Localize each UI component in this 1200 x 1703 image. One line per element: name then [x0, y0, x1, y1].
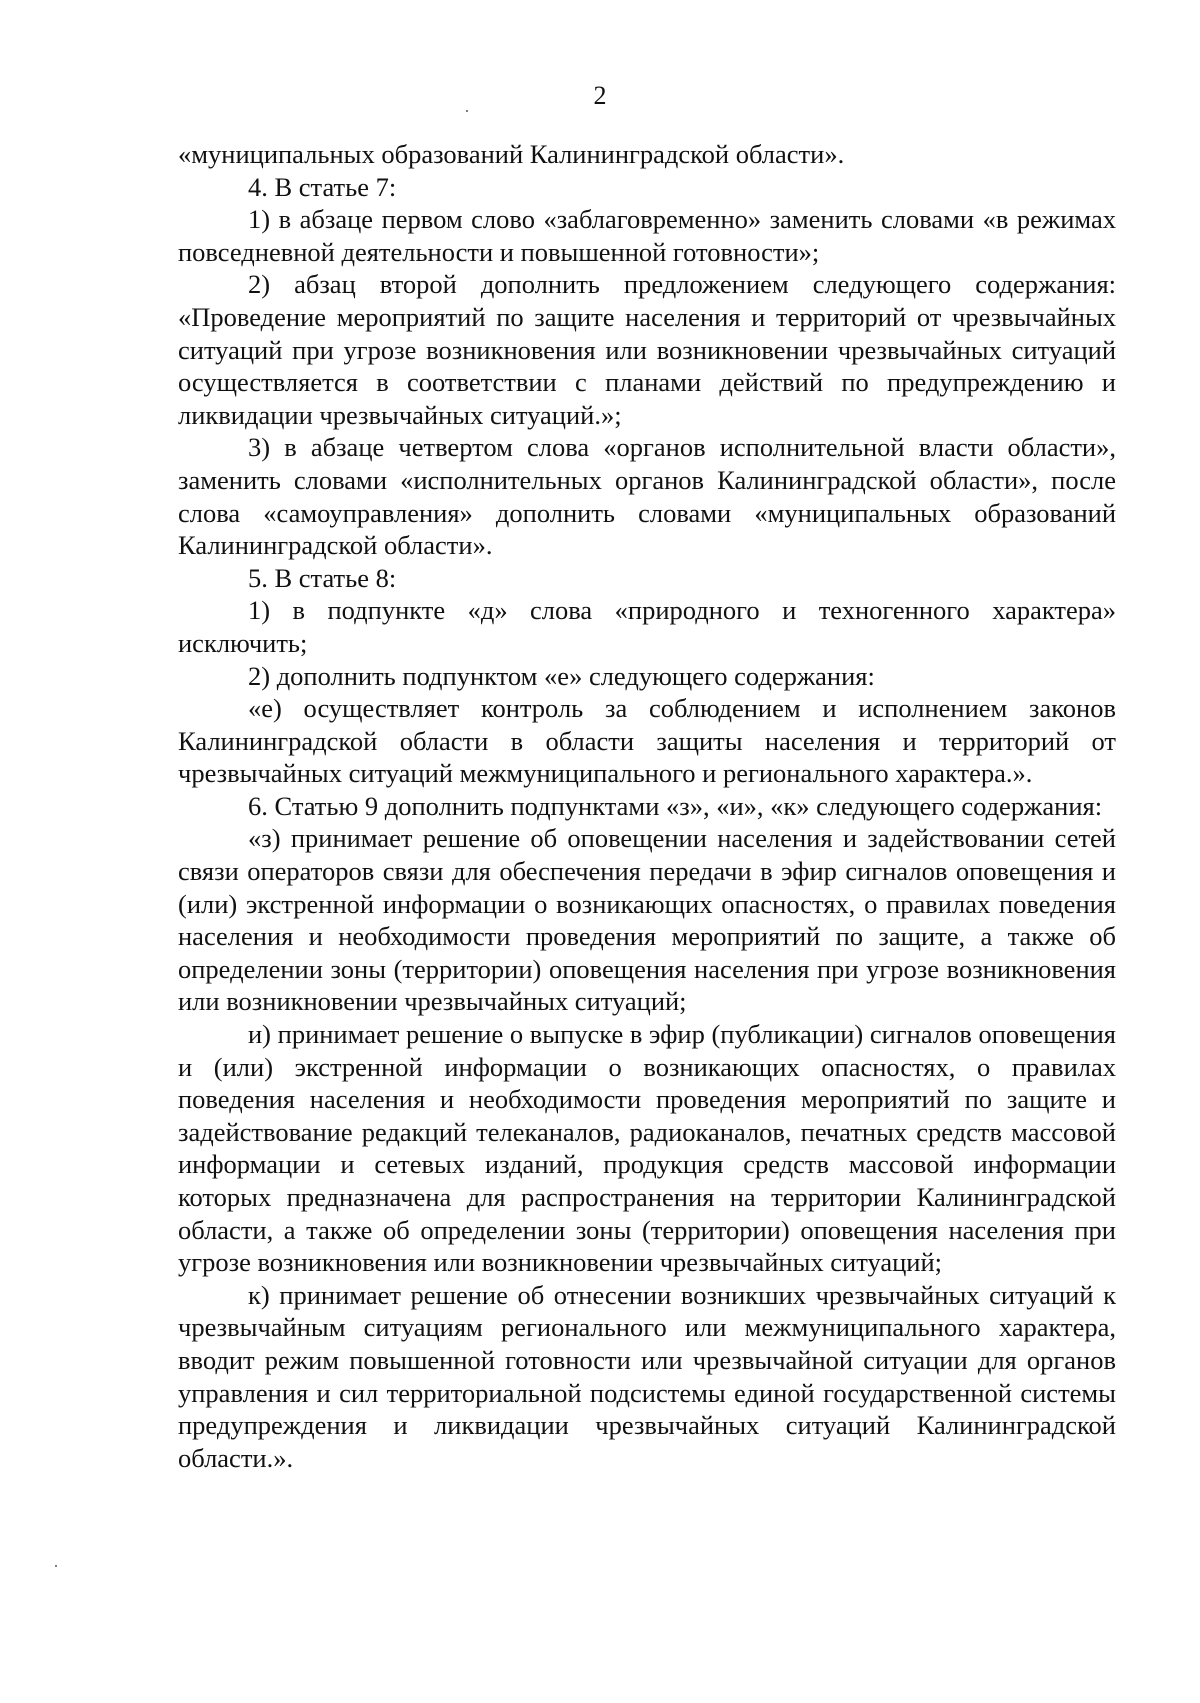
- paragraph-article-8-item-2: 2) дополнить подпунктом «е» следующего содержания:: [248, 660, 875, 691]
- paragraph-article-8-subitem-e: «е) осуществляет контроль за соблюдением и исполнением законов Калининградской области в области защиты населения и территорий от чрезвычайных ситуаций межмуниципального и регионального характера.».: [178, 693, 1116, 789]
- paragraph-article-8-heading: 5. В статье 8:: [248, 562, 397, 593]
- paragraph-article-9-heading: 6. Статью 9 дополнить подпунктами «з», «и», «к» следующего содержания:: [248, 790, 1103, 821]
- document-body: [178, 138, 1116, 1474]
- paragraph-article-9-subitem-z: «з) принимает решение об оповещении населения и задействовании сетей связи операторов связи для обеспечения передачи в эфир сигналов оповещения и (или) экстренной информации о возникающих опасностях, о правилах поведения населения и необходимости проведения мероприятий по защите, а также об определении зоны (территории) оповещения населения при угрозе возникновения или возникновении чрезвычайных ситуаций;: [178, 823, 1116, 1017]
- page-number: 2: [593, 81, 607, 110]
- paragraph-article-7-item-1: 1) в абзаце первом слово «заблаговременно» заменить словами «в режимах повседневной деятельности и повышенной готовности»;: [178, 204, 1116, 267]
- paragraph-article-7-item-2: 2) абзац второй дополнить предложением следующего содержания: «Проведение мероприятий по защите населения и территорий от чрезвычайных ситуаций при угрозе возникновения или возникновении чрезвычайных ситуаций осуществляется в соответствии с планами действий по предупреждению и ликвидации чрезвычайных ситуаций.»;: [178, 269, 1116, 430]
- paragraph-article-9-subitem-i: и) принимает решение о выпуске в эфир (публикации) сигналов оповещения и (или) экстренной информации о возникающих опасностях, о правилах поведения населения и необходимости проведения мероприятий по защите и задействование редакций телеканалов, радиоканалов, печатных средств массовой информации и сетевых изданий, продукция средств массовой информации которых предназначена для распространения на территории Калининградской области, а также об определении зоны (территории) оповещения населения при угрозе возникновения или возникновении чрезвычайных ситуаций;: [178, 1019, 1116, 1278]
- paragraph-article-8-item-1: 1) в подпункте «д» слова «природного и техногенного характера» исключить;: [178, 595, 1116, 658]
- paragraph-article-7-item-3: 3) в абзаце четвертом слова «органов исполнительной власти области», заменить словами «исполнительных органов Калининградской области», после слова «самоуправления» дополнить словами «муниципальных образований Калининградской области».: [178, 432, 1116, 561]
- scan-speck: [466, 110, 468, 112]
- paragraph-article-7-heading: 4. В статье 7:: [248, 171, 397, 202]
- paragraph-article-9-subitem-k: к) принимает решение об отнесении возникших чрезвычайных ситуаций к чрезвычайным ситуациям регионального или межмуниципального характера, вводит режим повышенной готовности или чрезвычайной ситуации для органов управления и сил территориальной подсистемы единой государственной системы предупреждения и ликвидации чрезвычайных ситуаций Калининградской области.».: [178, 1279, 1116, 1473]
- paragraph-continuation: «муниципальных образований Калининградской области».: [178, 139, 845, 169]
- scan-speck: [55, 1565, 57, 1567]
